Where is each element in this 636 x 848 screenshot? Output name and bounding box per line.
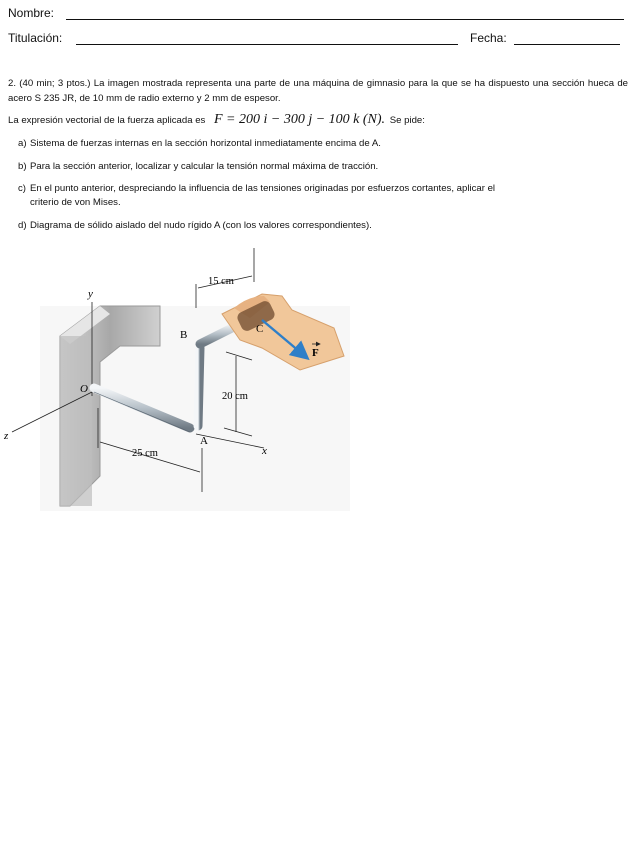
item-text: Diagrama de sólido aislado del nudo rígido A (con los valores correspondientes). bbox=[30, 220, 372, 231]
item-letter: d) bbox=[18, 220, 27, 231]
problem-intro: 2. (40 min; 3 ptos.) La imagen mostrada representa una parte de una máquina de gimnasio para la que se ha dispuesto una sección hueca de acero S 235 JR, de 10 mm de radio externo y 2 mm de espesor. bbox=[8, 78, 628, 104]
axis-y-label: y bbox=[88, 288, 93, 300]
axis-x-label: x bbox=[262, 445, 267, 457]
item-text: Para la sección anterior, localizar y calcular la tensión normal máxima de tracción. bbox=[30, 161, 379, 172]
axis-z-label: z bbox=[4, 430, 9, 442]
point-B-label: B bbox=[180, 329, 188, 341]
item-d bbox=[18, 219, 628, 233]
item-text: En el punto anterior, despreciando la influencia de las tensiones originadas por esfuerzos cortantes, aplicar el bbox=[30, 183, 496, 194]
point-C-label: C bbox=[256, 323, 264, 335]
bar-AB bbox=[198, 348, 200, 426]
force-suffix: Se pide: bbox=[389, 115, 425, 126]
item-letter: b) bbox=[18, 161, 27, 172]
degree-field[interactable] bbox=[76, 44, 458, 45]
item-c bbox=[18, 182, 628, 210]
item-text-continued: criterio de von Mises. bbox=[30, 197, 121, 208]
svg-text:15 cm: 15 cm bbox=[208, 276, 234, 287]
dimension-15 bbox=[196, 248, 254, 308]
item-letter: a) bbox=[18, 138, 27, 149]
item-text: Sistema de fuerzas internas en la sección horizontal inmediatamente encima de A. bbox=[30, 138, 381, 149]
degree-label: Titulación: bbox=[8, 31, 63, 45]
force-prefix: La expresión vectorial de la fuerza aplicada es bbox=[8, 115, 206, 126]
name-field[interactable] bbox=[66, 19, 624, 20]
gym-machine-figure bbox=[0, 236, 356, 511]
svg-text:25 cm: 25 cm bbox=[132, 448, 158, 459]
svg-text:20 cm: 20 cm bbox=[222, 391, 248, 402]
force-formula: F = 200 i − 300 j − 100 k (N). bbox=[214, 112, 386, 127]
date-field[interactable] bbox=[514, 44, 620, 45]
point-O-label: O bbox=[80, 383, 88, 395]
force-line bbox=[8, 112, 425, 128]
date-label: Fecha: bbox=[470, 31, 507, 45]
item-a bbox=[18, 137, 628, 151]
force-label: F bbox=[312, 347, 319, 359]
point-A-label: A bbox=[200, 435, 208, 447]
name-label: Nombre: bbox=[8, 6, 55, 20]
item-letter: c) bbox=[18, 183, 26, 194]
item-b bbox=[18, 160, 628, 174]
